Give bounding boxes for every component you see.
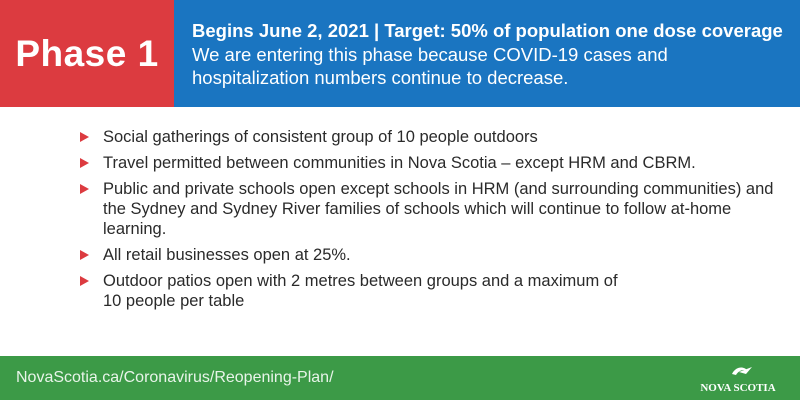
triangle-right-icon xyxy=(80,276,89,286)
phase-headline: Begins June 2, 2021 | Target: 50% of population one dose coverage xyxy=(192,20,783,41)
bullet-text: Outdoor patios open with 2 metres between groups and a maximum of 10 people per table xyxy=(103,272,618,310)
bullet-item xyxy=(80,127,780,147)
triangle-right-icon xyxy=(80,250,89,260)
phase-block xyxy=(0,0,174,107)
bullet-text: All retail businesses open at 25%. xyxy=(103,246,351,264)
triangle-right-icon xyxy=(80,184,89,194)
bullet-item xyxy=(80,153,780,173)
reopening-plan-link[interactable]: NovaScotia.ca/Coronavirus/Reopening-Plan/ xyxy=(16,369,334,386)
content-area xyxy=(0,107,800,356)
bullet-list xyxy=(80,127,780,317)
phase-info-block xyxy=(174,0,800,107)
bullet-item xyxy=(80,245,780,265)
header-banner xyxy=(0,0,800,107)
bullet-item xyxy=(80,271,780,311)
bullet-text: Social gatherings of consistent group of 10 people outdoors xyxy=(103,128,538,146)
phase-label: Phase 1 xyxy=(15,32,159,74)
bullet-text: Travel permitted between communities in Nova Scotia – except HRM and CBRM. xyxy=(103,154,696,172)
footer-bar xyxy=(0,356,800,400)
bullet-item xyxy=(80,179,780,239)
logo-text: NOVA SCOTIA xyxy=(700,382,776,394)
bullet-text: Public and private schools open except schools in HRM (and surrounding communities) and the Sydney and Sydney River families of schools which will continue to follow at-home learning. xyxy=(103,180,774,238)
triangle-right-icon xyxy=(80,132,89,142)
nova-scotia-logo xyxy=(692,363,784,395)
phase-description: We are entering this phase because COVID-19 cases and hospitalization numbers continue to decrease. xyxy=(192,44,668,88)
triangle-right-icon xyxy=(80,158,89,168)
